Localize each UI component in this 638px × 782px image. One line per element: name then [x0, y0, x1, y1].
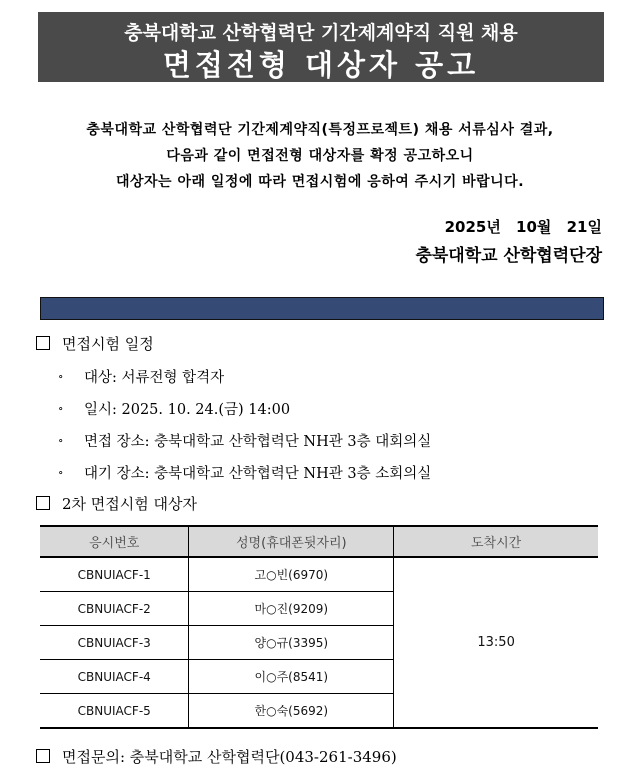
schedule-item: ∘ 대상: 서류전형 합격자 — [58, 370, 225, 386]
table-row — [40, 557, 598, 592]
column-header-arrival: 도착시간 — [394, 526, 598, 557]
schedule-heading — [36, 333, 154, 354]
candidates-heading — [36, 493, 197, 514]
divider-bar — [40, 297, 604, 320]
intro-line: 대상자는 아래 일정에 따라 면접시험에 응하여 주시기 바랍니다. — [115, 174, 525, 190]
schedule-item: ∘ 대기 장소: 충북대학교 산학협력단 NH관 3층 소회의실 — [58, 466, 432, 482]
square-bullet-icon — [36, 496, 50, 510]
candidate-id: CBNUIACF-5 — [40, 694, 189, 729]
candidate-name: 양○규(3395) — [189, 626, 394, 660]
intro-line: 다음과 같이 면접전형 대상자를 확정 공고하오니 — [166, 148, 474, 164]
circle-bullet-icon: ∘ — [58, 370, 64, 383]
candidates-heading-text: 2차 면접시험 대상자 — [62, 495, 198, 513]
candidate-name: 한○숙(5692) — [189, 694, 394, 729]
column-header-id: 응시번호 — [40, 526, 189, 557]
table-header-row — [40, 526, 598, 557]
intro-paragraph — [40, 117, 600, 195]
circle-bullet-icon: ∘ — [58, 434, 64, 447]
intro-line: 충북대학교 산학협력단 기간제계약직(특정프로젝트) 채용 서류심사 결과, — [86, 122, 554, 138]
candidates-table — [40, 525, 598, 729]
square-bullet-icon — [36, 336, 50, 350]
contact-info — [36, 746, 397, 767]
title-line-1: 충북대학교 산학협력단 기간제계약직 직원 채용 — [124, 22, 518, 44]
schedule-item: ∘ 면접 장소: 충북대학교 산학협력단 NH관 3층 대회의실 — [58, 434, 432, 450]
circle-bullet-icon: ∘ — [58, 466, 64, 479]
candidate-id: CBNUIACF-3 — [40, 626, 189, 660]
schedule-item: ∘ 일시: 2025. 10. 24.(금) 14:00 — [58, 402, 291, 418]
candidate-name: 고○빈(6970) — [189, 557, 394, 592]
column-header-name: 성명(휴대폰뒷자리) — [189, 526, 394, 557]
circle-bullet-icon: ∘ — [58, 402, 64, 415]
signer-name: 충북대학교 산학협력단장 — [415, 246, 602, 266]
arrival-time: 13:50 — [394, 557, 598, 728]
schedule-heading-text: 면접시험 일정 — [62, 335, 154, 353]
contact-text: 면접문의: 충북대학교 산학협력단(043-261-3496) — [62, 748, 397, 766]
candidate-id: CBNUIACF-1 — [40, 557, 189, 592]
announcement-date: 2025년 10월 21일 — [444, 218, 602, 236]
candidate-name: 이○주(8541) — [189, 660, 394, 694]
candidate-id: CBNUIACF-4 — [40, 660, 189, 694]
square-bullet-icon — [36, 749, 50, 763]
title-banner — [38, 12, 604, 82]
candidate-name: 마○진(9209) — [189, 592, 394, 626]
title-line-2: 면접전형 대상자 공고 — [162, 48, 480, 82]
candidate-id: CBNUIACF-2 — [40, 592, 189, 626]
